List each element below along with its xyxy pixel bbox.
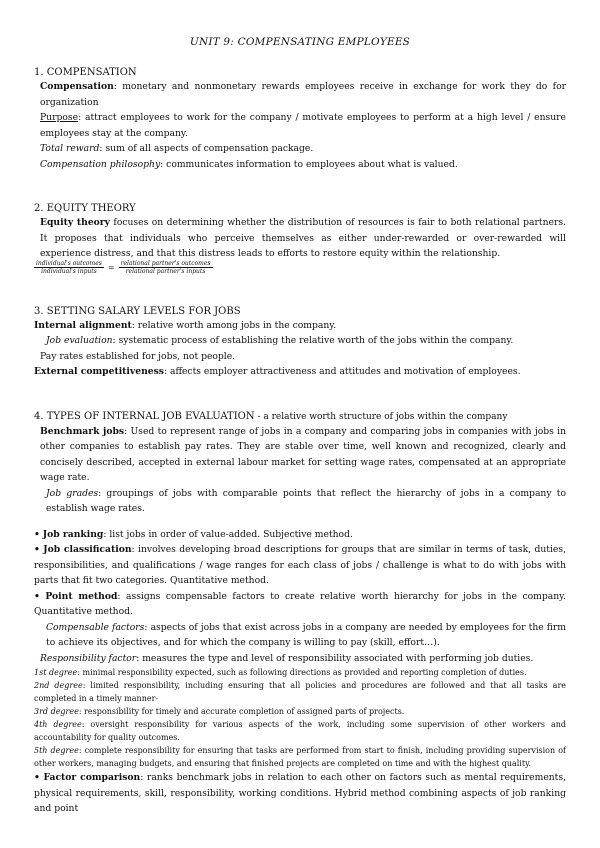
list-item-point-method: • Point method: assigns compensable factors to create relative worth hierarchy for jobs in the company. Quantitative method.: [34, 590, 566, 617]
list-item-job-ranking: • Job ranking: list jobs in order of value-added. Subjective method.: [34, 528, 353, 540]
term-point-method: Point method: [45, 590, 118, 602]
term-compensation: Compensation: [40, 81, 114, 92]
formula-right-fraction: $\frac{\text{relational partner's outcomes}}{\text{relational partner's inputs}}$: [120, 259, 211, 275]
section-heading-job-evaluation-types: 4. TYPES OF INTERNAL JOB EVALUATION - a relative worth structure of jobs within the company: [34, 410, 508, 422]
equity-formula: [34, 260, 566, 275]
term-factor-comparison: Factor comparison: [43, 772, 141, 783]
section-heading-compensation: 1. COMPENSATION: [34, 67, 137, 78]
benchmark-jobs-definition: Benchmark jobs: Used to represent range of jobs in a company and comparing jobs in companies with jobs in other companies to establish pay rates. They are stable over time, well known and recognized, clearly and concisely described, accepted in external labour market for setting wage rates, compensated at an appropriate wage rate.: [40, 425, 566, 483]
section-heading-salary-levels: 3. SETTING SALARY LEVELS FOR JOBS: [34, 305, 241, 317]
degree-3: 3rd degree: responsibility for timely and accurate completion of assigned parts of projects.: [34, 707, 405, 716]
term-job-ranking: Job ranking: [42, 528, 104, 540]
formula-equals: =: [107, 262, 115, 272]
internal-alignment-definition: Internal alignment: relative worth among jobs in the company.: [34, 319, 337, 331]
section-heading-equity-theory: 2. EQUITY THEORY: [34, 203, 136, 214]
job-evaluation-definition: Job evaluation: systematic process of establishing the relative worth of the jobs within the company.: [46, 335, 514, 346]
pay-rates-note: Pay rates established for jobs, not people.: [40, 350, 236, 362]
compensable-factors-definition: Compensable factors: aspects of jobs that exist across jobs in a company are needed by employees for the firm to achieve its objectives, and for which the company is willing to pay (skill, effort…).: [46, 621, 566, 648]
term-equity-theory: Equity theory: [40, 217, 110, 228]
degree-2: 2nd degree: limited responsibility, including ensuring that all policies and procedures are followed and that all tasks are completed in a timely manner-: [34, 681, 566, 703]
equity-theory-definition: Equity theory focuses on determining whether the distribution of resources is fair to both relational partners. It proposes that individuals who perceive themselves as either under-rewarded or over-rewarded will experience distress, and that this distress leads to efforts to restore equity within the relationship.: [40, 217, 566, 259]
compensation-definition: Compensation: monetary and nonmonetary rewards employees receive in exchange for work they do for organization: [40, 81, 566, 108]
job-grades-definition: Job grades: groupings of jobs with comparable points that reflect the hierarchy of jobs in a company to establish wage rates.: [46, 487, 566, 514]
degree-5: 5th degree: complete responsibility for ensuring that tasks are performed from start to finish, including providing supervision of other workers, managing budgets, and ensuring that finished projects are completed on time and with the highest quality.: [34, 746, 566, 768]
term-compensable-factors: Compensable factors: [46, 621, 145, 633]
compensation-philosophy-definition: Compensation philosophy: communicates information to employees about what is valued.: [40, 158, 458, 170]
term-total-reward: Total reward: [40, 143, 100, 154]
term-job-evaluation: Job evaluation: [46, 335, 113, 346]
term-job-grades: Job grades: [46, 487, 99, 499]
term-purpose: Purpose: [40, 112, 79, 123]
term-job-classification: Job classification: [43, 544, 132, 555]
term-compensation-philosophy: Compensation philosophy: [40, 158, 161, 170]
purpose-definition: Purpose: attract employees to work for the company / motivate employees to perform at a high level / ensure employees stay at the company.: [40, 112, 566, 139]
term-responsibility-factor: Responsibility factor: [40, 652, 137, 664]
term-internal-alignment: Internal alignment: [34, 319, 132, 331]
document-page: [34, 36, 566, 817]
total-reward-definition: Total reward: sum of all aspects of compensation package.: [40, 143, 314, 154]
degree-4: 4th degree: oversight responsibility for various aspects of the work, including some supervision of other workers and accountability for quality outcomes.: [34, 720, 566, 742]
external-competitiveness-definition: External competitiveness: affects employer attractiveness and attitudes and motivation of employees.: [34, 366, 521, 377]
formula-left-fraction: $\frac{\text{individual's outcomes}}{\text{individual's inputs}}$: [36, 259, 102, 275]
term-external-competitiveness: External competitiveness: [34, 366, 164, 377]
term-benchmark-jobs: Benchmark jobs: [40, 425, 125, 437]
list-item-job-classification: • Job classification: involves developing broad descriptions for groups that are similar in terms of task, duties, responsibilities, and qualifications / wage ranges for each class of jobs / challenge is what to do with jobs with parts that fit two categories. Quantitative method.: [34, 544, 567, 586]
degree-1: 1st degree: minimal responsibility expected, such as following directions as provided and reporting completion of duties.: [34, 668, 527, 677]
responsibility-factor-definition: Responsibility factor: measures the type and level of responsibility associated with performing job duties.: [40, 652, 534, 664]
list-item-factor-comparison: • Factor comparison: ranks benchmark jobs in relation to each other on factors such as mental requirements, physical requirements, skill, responsibility, working conditions. Hybrid method combining aspects of job ranking and point: [34, 772, 567, 814]
document-title: UNIT 9: COMPENSATING EMPLOYEES: [189, 36, 411, 48]
